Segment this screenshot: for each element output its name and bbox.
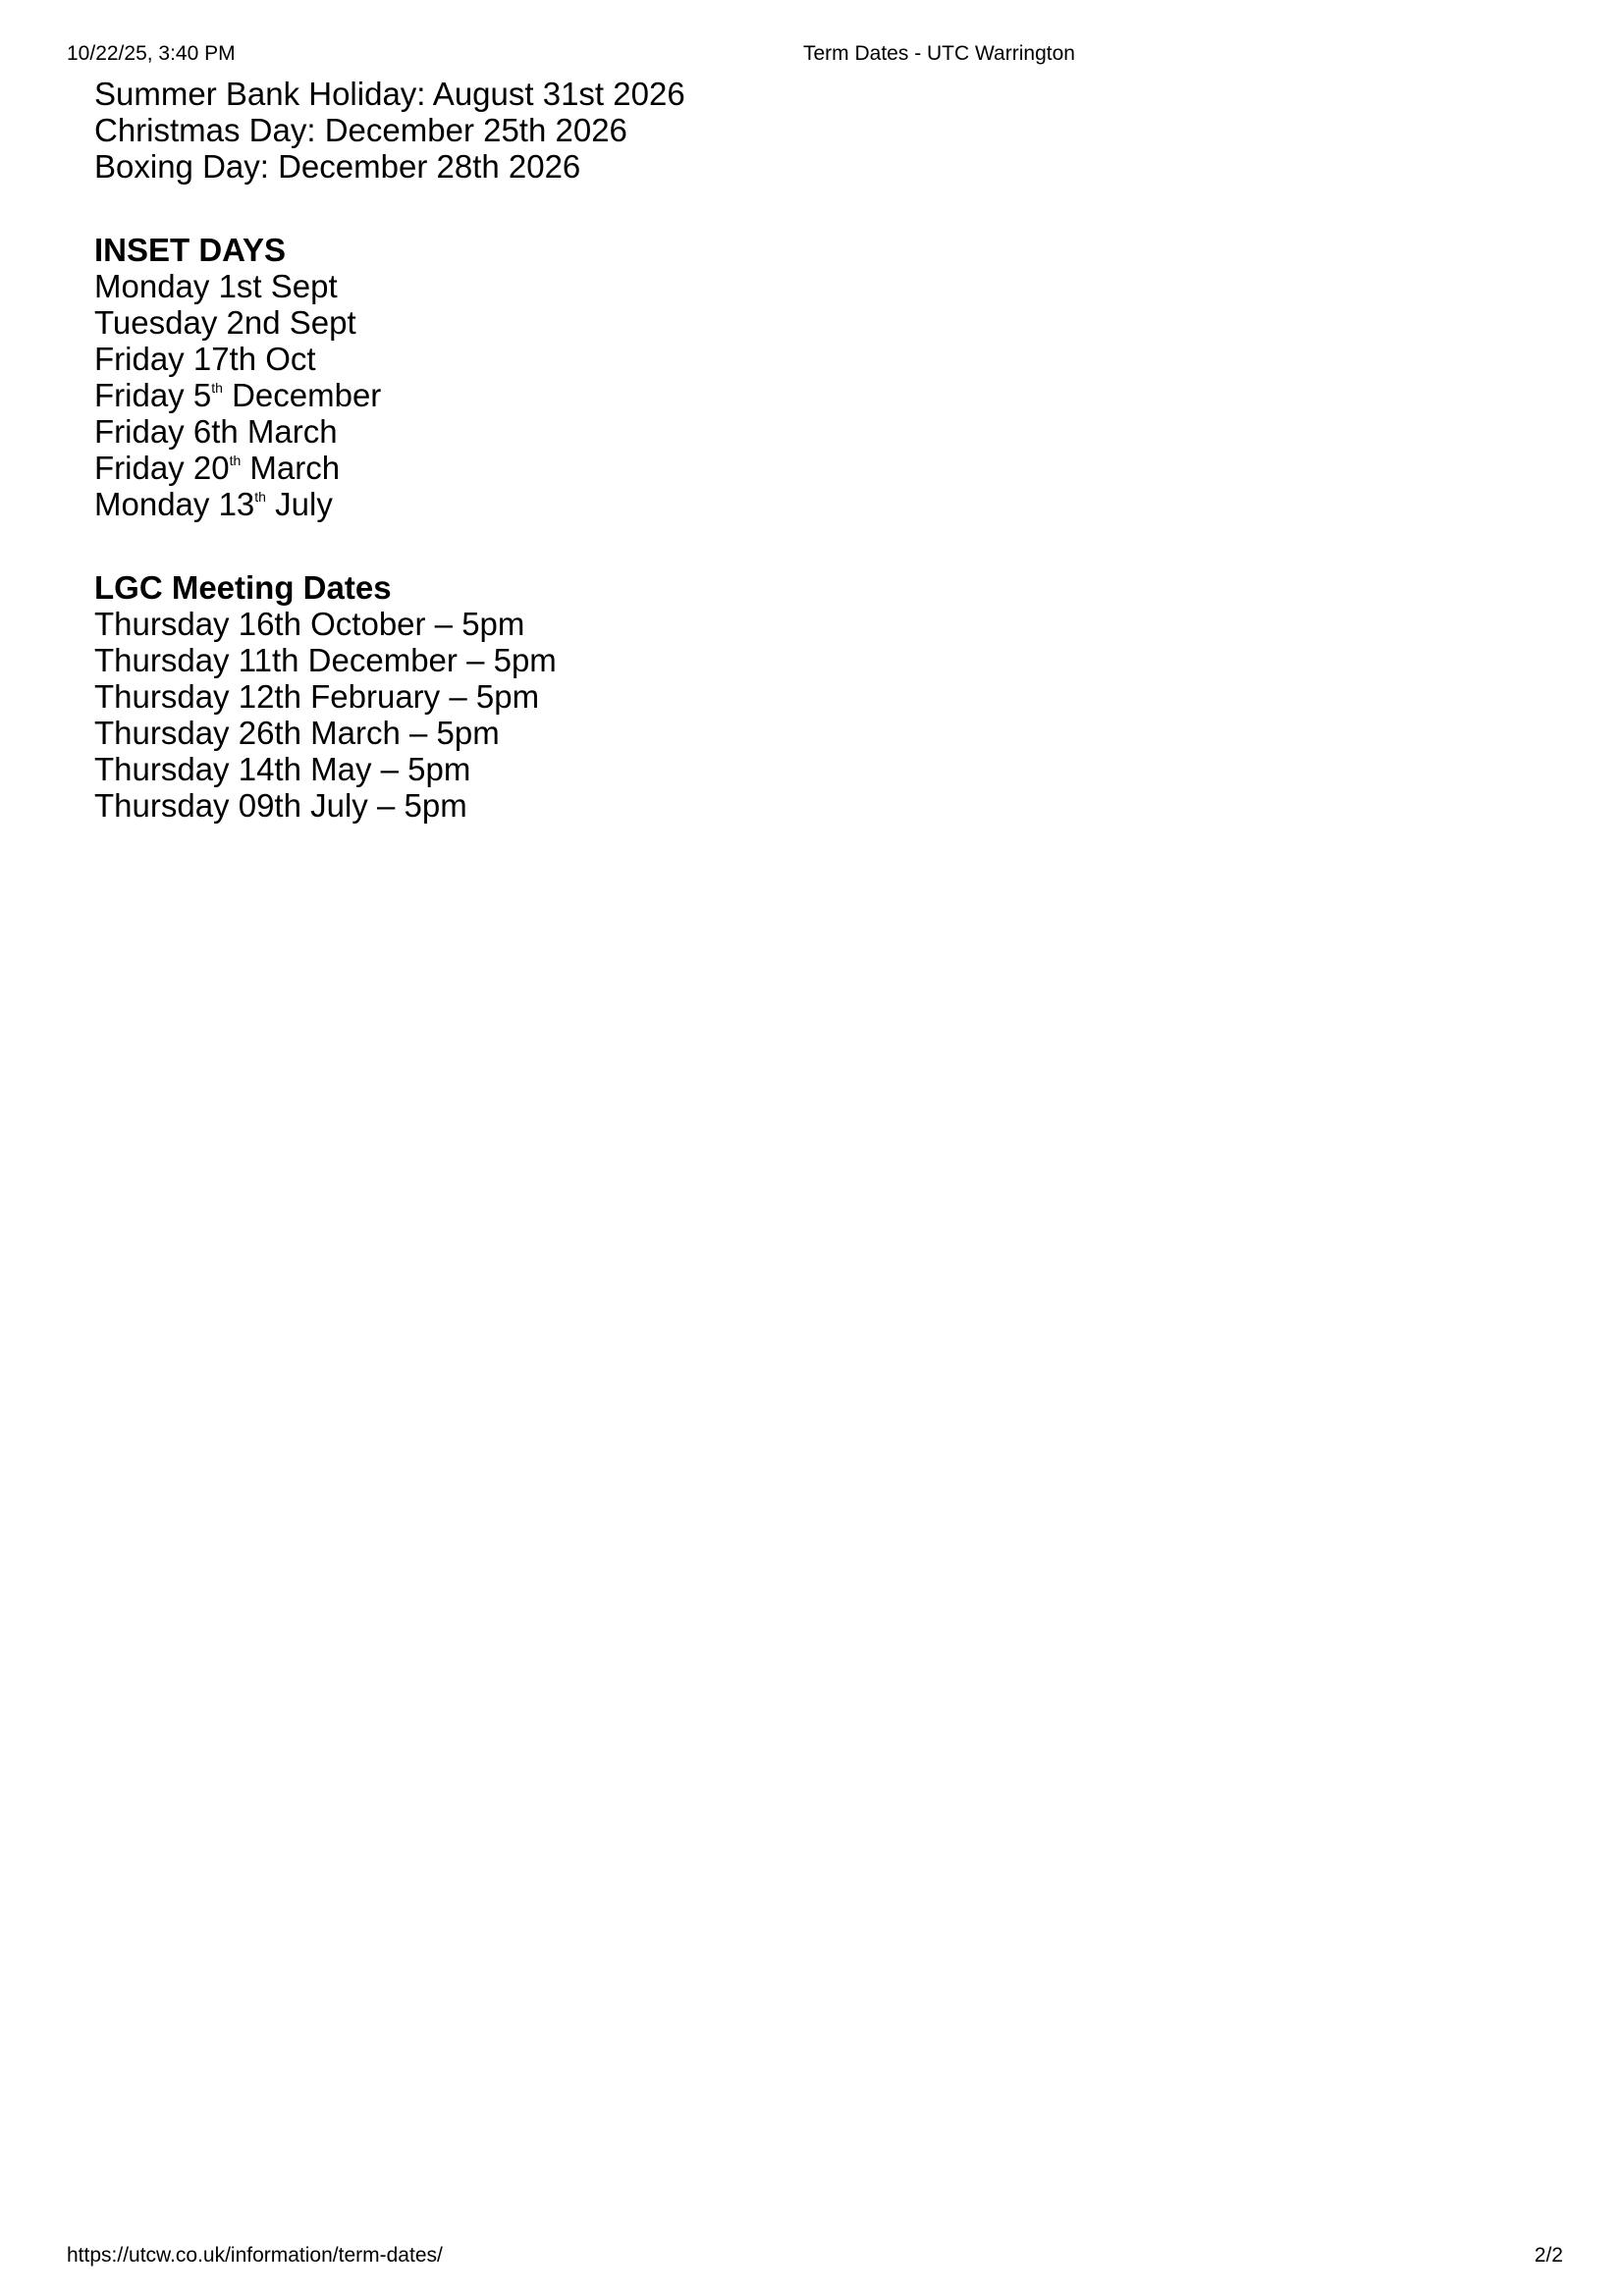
lgc-meeting-item: Thursday 26th March – 5pm: [94, 715, 500, 751]
inset-day-item: Friday 20th March: [94, 450, 341, 486]
lgc-meeting-item: Thursday 09th July – 5pm: [94, 787, 467, 824]
inset-day-item: Friday 6th March: [94, 413, 338, 450]
lgc-meeting-item: Thursday 12th February – 5pm: [94, 678, 540, 715]
inset-day-item: Monday 13th July: [94, 486, 333, 522]
holiday-item: Summer Bank Holiday: August 31st 2026: [94, 76, 685, 112]
inset-day-item: Friday 5th December: [94, 377, 382, 413]
lgc-meeting-item: Thursday 11th December – 5pm: [94, 642, 557, 678]
print-page-title: Term Dates - UTC Warrington: [803, 42, 1075, 65]
inset-days-heading: INSET DAYS: [94, 232, 287, 268]
holiday-item: Christmas Day: December 25th 2026: [94, 112, 627, 148]
holiday-item: Boxing Day: December 28th 2026: [94, 148, 581, 185]
inset-day-item: Tuesday 2nd Sept: [94, 304, 356, 341]
print-datetime: 10/22/25, 3:40 PM: [67, 42, 236, 65]
lgc-meetings-heading: LGC Meeting Dates: [94, 569, 392, 606]
lgc-meeting-item: Thursday 16th October – 5pm: [94, 606, 525, 642]
lgc-meetings-section: [94, 569, 1469, 824]
page-number: 2/2: [1534, 2244, 1563, 2267]
holiday-list: [94, 76, 1469, 185]
document-content: [94, 76, 1469, 824]
inset-day-item: Monday 1st Sept: [94, 268, 338, 304]
lgc-meeting-item: Thursday 14th May – 5pm: [94, 751, 471, 787]
inset-day-item: Friday 17th Oct: [94, 341, 316, 377]
inset-days-section: [94, 232, 1469, 522]
page-url-link[interactable]: https://utcw.co.uk/information/term-dates/: [67, 2244, 443, 2267]
